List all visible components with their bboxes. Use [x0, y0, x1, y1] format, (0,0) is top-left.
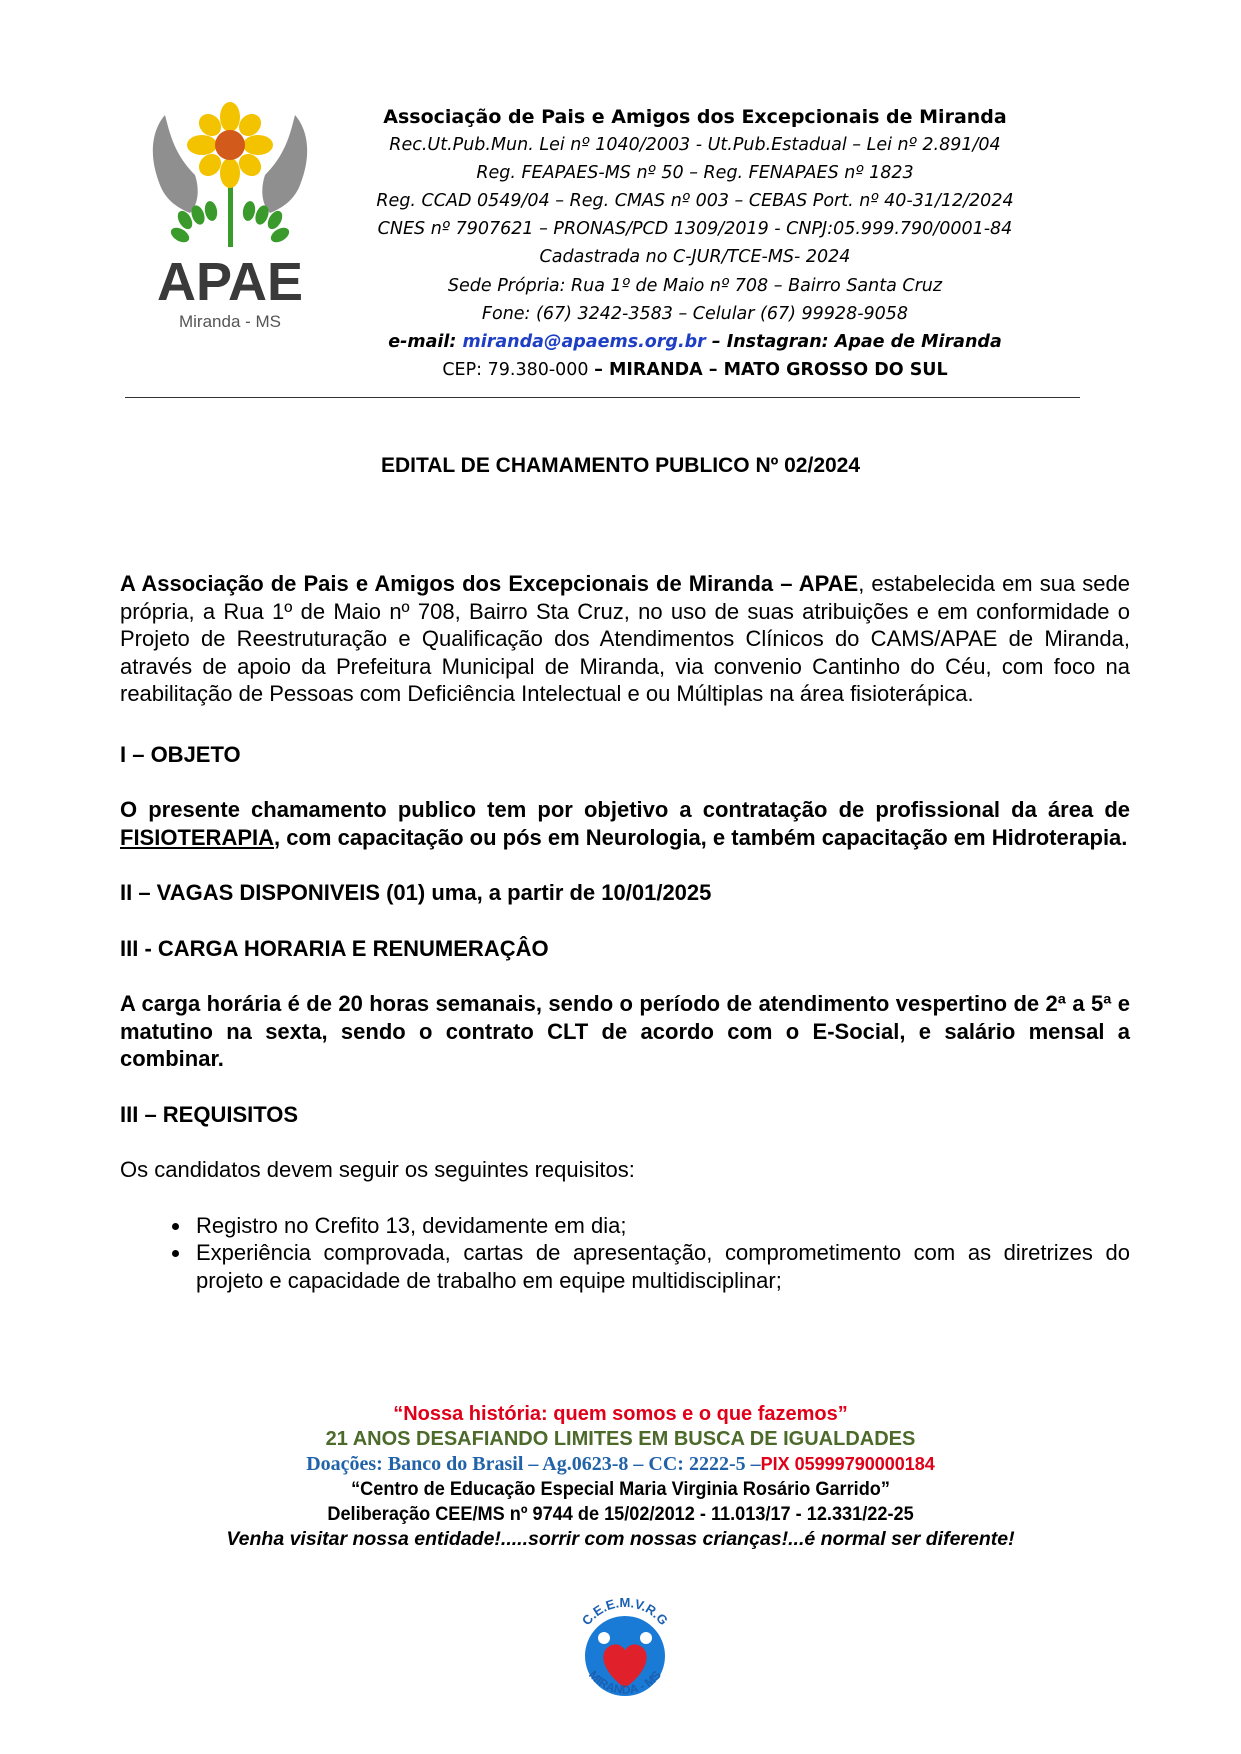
contact-line — [345, 328, 1045, 356]
seal-top-text: C.E.E.M.V.R.G — [578, 1594, 672, 1629]
logo-text: APAE — [156, 252, 304, 312]
intro-bold: A Associação de Pais e Amigos dos Excepcionais de Miranda – APAE — [120, 571, 859, 596]
objeto-underlined: FISIOTERAPIA — [120, 824, 275, 850]
section-heading-objeto: I – OBJETO — [120, 741, 241, 767]
logo-subtitle: Miranda - MS — [178, 312, 282, 331]
list-item: • Registro no Crefito 13, devidamente em dia; — [192, 1212, 1130, 1240]
document-body — [120, 570, 1130, 1294]
letterhead-line: Rec.Ut.Pub.Mun. Lei nº 1040/2003 - Ut.Pub.Estadual – Lei nº 2.891/04 — [389, 135, 1001, 156]
city-text: – MIRANDA – MATO GROSSO DO SUL — [594, 359, 948, 380]
section-heading-requisitos: III – REQUISITOS — [120, 1101, 299, 1127]
apae-logo — [140, 95, 320, 335]
document-title: EDITAL DE CHAMAMENTO PUBLICO Nº 02/2024 — [380, 454, 861, 477]
footer-motto: Venha visitar nossa entidade!.....sorrir com nossas crianças!...é normal ser diferente! — [226, 1528, 1015, 1550]
intro-text: , estabelecida em sua sede própria, a Rua 1º de Maio nº 708, Bairro Sta Cruz, no uso de suas atribuições e em conformidade o Projeto de Reestruturação e Qualificação dos Atendimentos Clínicos do CAMS/APAE de Miranda, através de apoio da Prefeitura Municipal de Miranda, via convenio Cantinho do Céu, com foco na reabilitação de Pessoas com Deficiência Intelectual e ou Múltiplas na área fisioterápica. — [120, 571, 1130, 706]
email-link[interactable]: miranda@apaems.org.br — [462, 331, 706, 352]
email-label: e-mail: — [388, 331, 457, 352]
section-heading-carga: III - CARGA HORARIA E RENUMERAÇÂO — [120, 935, 549, 961]
objeto-paragraph — [120, 796, 1130, 851]
letterhead-line: CNES nº 7907621 – PRONAS/PCD 1309/2019 - CNPJ:05.999.790/0001-84 — [377, 219, 1013, 240]
objeto-text-after: , com capacitação ou pós em Neurologia, e também capacitação em Hidroterapia. — [274, 824, 1128, 850]
carga-paragraph: A carga horária é de 20 horas semanais, sendo o período de atendimento vespertino de 2ª a 5ª e matutino na sexta, sendo o contrato CLT de acordo com o E-Social, e salário mensal a combinar. — [120, 991, 1130, 1071]
letterhead-line: Cadastrada no C-JUR/TCE-MS- 2024 — [539, 247, 851, 268]
footer-donations — [0, 1452, 1241, 1477]
letterhead-line: Reg. FEAPAES-MS nº 50 – Reg. FENAPAES nº 1823 — [476, 163, 914, 184]
footer-center-name: “Centro de Educação Especial Maria Virginia Rosário Garrido” — [351, 1478, 890, 1500]
footer-slogan: “Nossa história: quem somos e o que fazemos” — [393, 1403, 848, 1425]
letterhead — [345, 103, 1045, 384]
footer-anniversary: 21 ANOS DESAFIANDO LIMITES EM BUSCA DE IGUALDADES — [325, 1428, 916, 1450]
pix-text: PIX 05999790000184 — [760, 1454, 935, 1474]
org-name: Associação de Pais e Amigos dos Excepcionais de Miranda — [383, 106, 1007, 128]
letterhead-line: Reg. CCAD 0549/04 – Reg. CMAS nº 003 – CEBAS Port. nº 40-31/12/2024 — [376, 191, 1014, 212]
footer — [0, 1402, 1241, 1552]
letterhead-line: Fone: (67) 3242-3583 – Celular (67) 99928-9058 — [481, 303, 909, 324]
ceemvrg-seal-logo — [560, 1590, 690, 1720]
requisitos-list — [120, 1212, 1130, 1295]
objeto-text-before: O presente chamamento publico tem por objetivo a contratação de profissional da área de — [120, 797, 1130, 822]
list-item: • Experiência comprovada, cartas de apresentação, comprometimento com as diretrizes do projeto e capacidade de trabalho em equipe multidisciplinar; — [192, 1239, 1130, 1294]
address-line — [345, 356, 1045, 384]
donations-text: Doações: Banco do Brasil – Ag.0623-8 – CC: 2222-5 – — [306, 1453, 761, 1475]
footer-deliberacao: Deliberação CEE/MS nº 9744 de 15/02/2012 - 11.013/17 - 12.331/22-25 — [327, 1503, 914, 1525]
intro-paragraph — [120, 570, 1130, 708]
header-divider — [125, 397, 1080, 398]
section-heading-vagas: II – VAGAS DISPONIVEIS (01) uma, a partir de 10/01/2025 — [120, 880, 712, 905]
cep-text: CEP: 79.380-000 — [442, 359, 589, 380]
requisitos-intro: Os candidatos devem seguir os seguintes requisitos: — [120, 1157, 635, 1182]
seal-bottom-text: MIRANDA - MS — [586, 1667, 664, 1697]
letterhead-line: Sede Própria: Rua 1º de Maio nº 708 – Bairro Santa Cruz — [447, 275, 943, 296]
instagram-text: – Instagran: Apae de Miranda — [711, 331, 1002, 352]
